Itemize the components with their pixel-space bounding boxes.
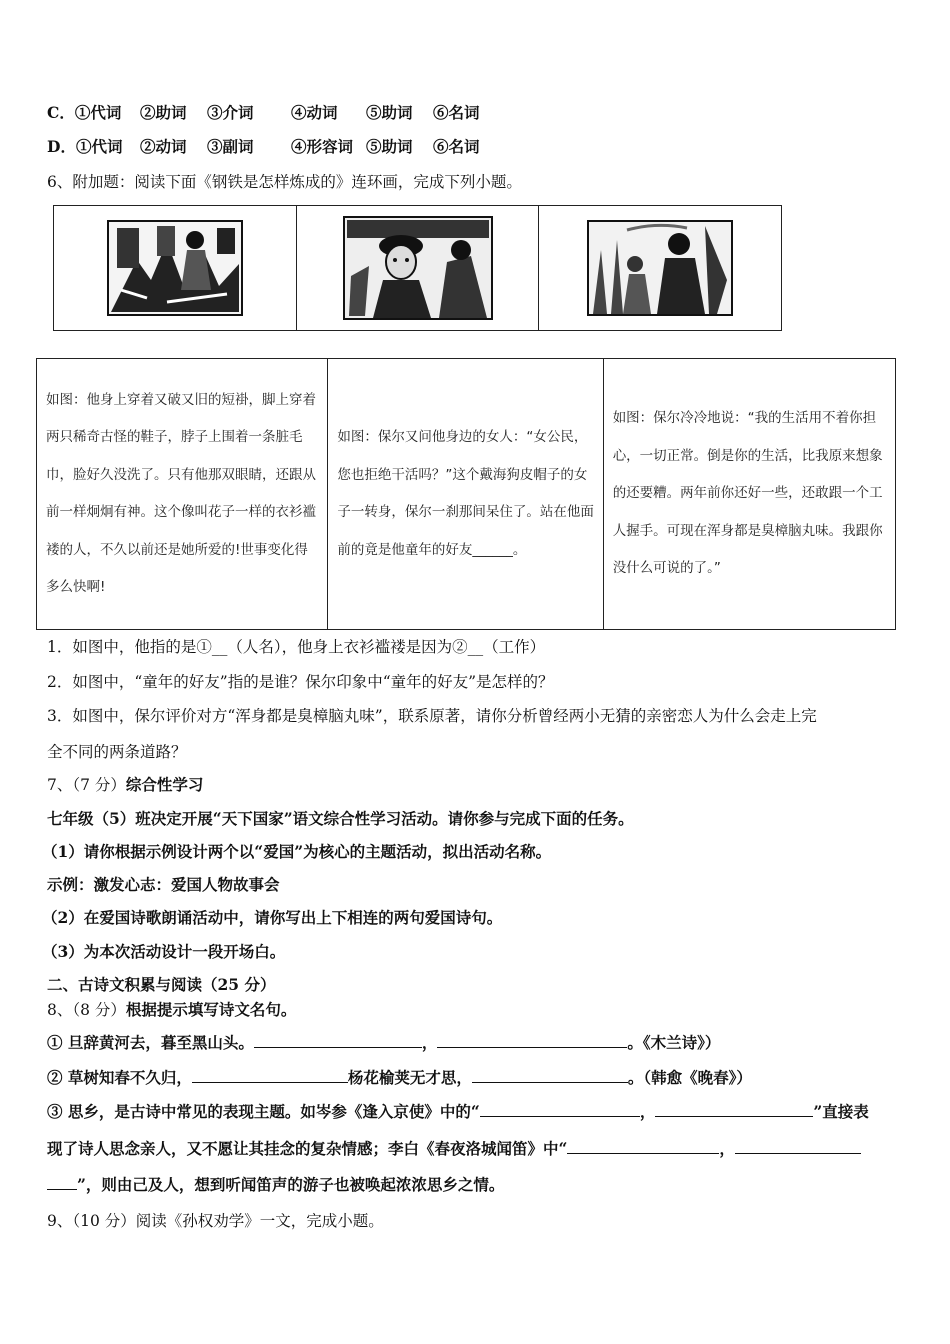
q8-item1-sep: ，: [421, 1033, 438, 1052]
option-c-part: ②助词: [140, 103, 187, 122]
q8-heading-num: 8、（8 分）: [47, 1001, 126, 1019]
section2-title: 二、古诗文积累与阅读（25 分）: [47, 975, 276, 994]
answer-blank[interactable]: [655, 1102, 813, 1117]
q7-task3: （3）为本次活动设计一段开场白。: [42, 942, 286, 961]
q8-item3-line3-text: ”，则由己及人，想到听闻笛声的游子也被唤起浓浓思乡之情。: [77, 1175, 505, 1194]
q7-heading-title: 综合性学习: [125, 775, 204, 794]
q8-item3-line2: [47, 1137, 861, 1159]
q6-sub2: 2．如图中，“童年的好友”指的是谁？保尔印象中“童年的好友”是怎样的？: [47, 673, 554, 691]
answer-blank[interactable]: [254, 1033, 422, 1048]
option-c-part: ③介词: [207, 103, 254, 122]
caption-text-3: 如图：保尔冷冷地说：“我的生活用不着你担心，一切正常。倒是你的生活，比我原来想象的还要糟。两年前你还好一些，还敢跟一个工人握手。可现在浑身都是臭樟脑丸味。我跟你没什么可说的了。”: [612, 410, 883, 577]
answer-blank[interactable]: [567, 1139, 719, 1154]
q7-heading-num: 7、（7 分）: [47, 776, 126, 794]
q8-item3-sep: ，: [639, 1102, 656, 1121]
q7-intro: 七年级（5）班决定开展“天下国家”语文综合性学习活动。请你参与完成下面的任务。: [47, 809, 634, 828]
comic-image-3: [587, 220, 733, 316]
q6-sub1: 1．如图中，他指的是①__（人名），他身上衣衫褴褛是因为②__（工作）: [47, 638, 546, 656]
q7-task1: （1）请你根据示例设计两个以“爱国”为核心的主题活动，拟出活动名称。: [42, 842, 552, 861]
option-d-part: ⑤助词: [366, 137, 413, 156]
answer-blank[interactable]: [192, 1068, 348, 1083]
caption-text-1: 如图：他身上穿着又破又旧的短褂，脚上穿着两只稀奇古怪的鞋子，脖子上围着一条脏毛巾，脸好久没洗了。只有他那双眼睛，还跟从前一样炯炯有神。这个像叫花子一样的衣衫褴褛的人，不久以前还是她所爱的!世事变化得多么快啊!: [46, 391, 316, 595]
q8-item3-line3: [47, 1173, 504, 1195]
caption-cell-3: [604, 359, 895, 629]
q7-heading: [47, 773, 203, 795]
q8-item2-source: 。（韩愈《晚春》）: [627, 1068, 752, 1087]
comic-image-2: [343, 216, 493, 320]
q8-item1: [47, 1031, 720, 1053]
option-c-part: ⑥名词: [433, 103, 480, 122]
q6-heading: 6、附加题：阅读下面《钢铁是怎样炼成的》连环画，完成下列小题。: [47, 173, 522, 191]
q8-heading-title: 根据提示填写诗文名句。: [125, 1000, 297, 1019]
caption-cell-2: [328, 359, 603, 629]
answer-blank[interactable]: [480, 1102, 640, 1117]
option-c-part: C．①代词: [47, 103, 122, 122]
option-d-part: D．①代词: [47, 137, 123, 156]
comic-panel-2: [297, 206, 540, 330]
option-d-part: ②动词: [140, 137, 187, 156]
answer-blank[interactable]: [437, 1033, 627, 1048]
q8-item2: [47, 1066, 752, 1088]
q8-item1-text: ① 旦辞黄河去，暮至黑山头。: [47, 1033, 254, 1052]
option-d-part: ④形容词: [291, 137, 354, 156]
q7-example: 示例：激发心志：爱国人物故事会: [47, 875, 280, 894]
q8-item3-line1: [47, 1100, 869, 1122]
option-d-part: ⑥名词: [433, 137, 480, 156]
q8-heading: [47, 998, 296, 1020]
q8-item3-line2-text: 现了诗人思念亲人，又不愿让其挂念的复杂情感；李白《春夜洛城闻笛》中“: [47, 1139, 568, 1158]
answer-blank[interactable]: [472, 1068, 628, 1083]
comic-strip: [53, 205, 782, 331]
option-c: [47, 101, 480, 123]
caption-table: [36, 358, 896, 630]
caption-text-2: 如图：保尔又问他身边的女人：“女公民，您也拒绝干活吗？”这个戴海狗皮帽子的女子一转身，保尔一刹那间呆住了。站在他面前的竟是他童年的好友______。: [337, 429, 594, 558]
q8-item2-text: ② 草树知春不久归，: [47, 1068, 192, 1087]
option-d: [47, 135, 480, 157]
option-c-part: ⑤助词: [366, 103, 413, 122]
q6-sub3-line1: 3．如图中，保尔评价对方“浑身都是臭樟脑丸味”，联系原著，请你分析曾经两小无猜的亲密恋人为什么会走上完: [47, 707, 817, 725]
q7-task2: （2）在爱国诗歌朗诵活动中，请你写出上下相连的两句爱国诗句。: [42, 908, 503, 927]
q6-sub3-line2: 全不同的两条道路？: [47, 743, 187, 761]
caption-cell-1: [37, 359, 328, 629]
q8-item3-text: ③ 思乡，是古诗中常见的表现主题。如岑参《逢入京使》中的“: [47, 1102, 480, 1121]
option-c-part: ④动词: [291, 103, 338, 122]
q8-item3-sep2: ，: [719, 1139, 735, 1158]
comic-panel-3: [539, 206, 781, 330]
q8-item3-text-b: ”直接表: [813, 1102, 869, 1121]
comic-panel-1: [54, 206, 297, 330]
option-d-part: ③副词: [207, 137, 254, 156]
q8-item1-source: 。《木兰诗》）: [627, 1033, 721, 1052]
comic-image-1: [107, 220, 243, 316]
answer-blank[interactable]: [735, 1139, 861, 1154]
q8-item2-text-b: 杨花榆荚无才思，: [347, 1068, 472, 1087]
answer-blank[interactable]: [47, 1175, 77, 1190]
q9-heading: 9、（10 分）阅读《孙权劝学》一文，完成小题。: [47, 1212, 384, 1230]
